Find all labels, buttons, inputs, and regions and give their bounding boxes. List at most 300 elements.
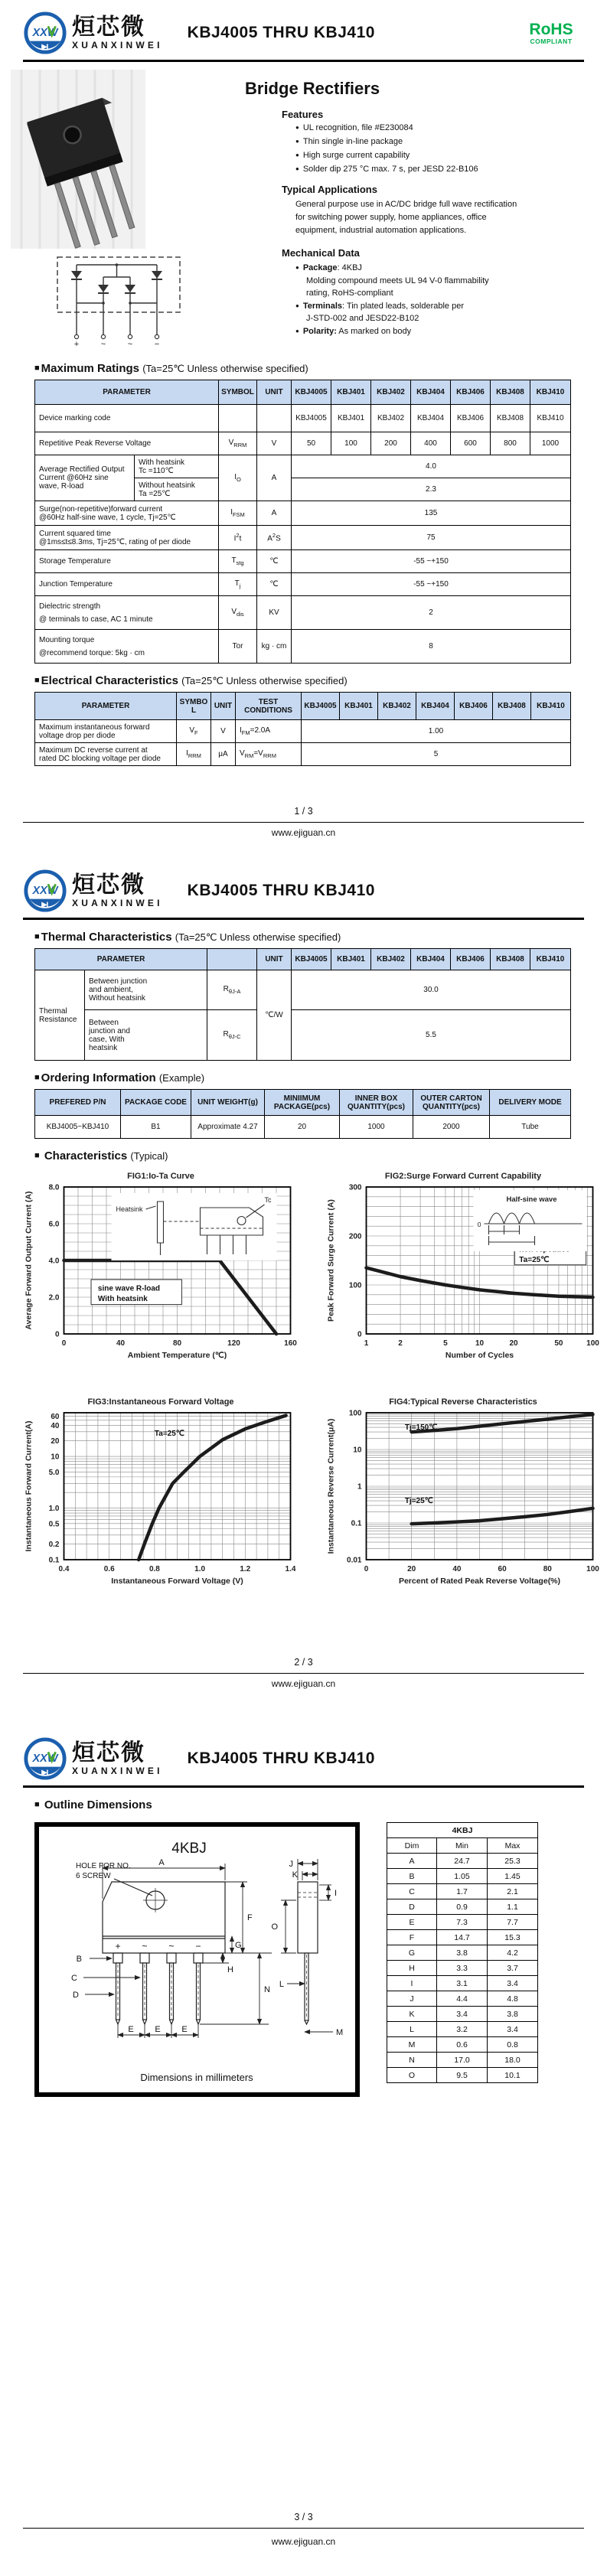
table-cell: KBJ4005 bbox=[302, 693, 340, 720]
dim-D: D bbox=[73, 1991, 79, 2000]
y-tick-label: 1 bbox=[357, 1482, 362, 1492]
x-tick-label: 20 bbox=[407, 1565, 416, 1573]
inset-tc-label: Tc bbox=[264, 1196, 272, 1204]
page-1 bbox=[0, 0, 607, 846]
table-cell: PACKAGE CODE bbox=[121, 1090, 191, 1116]
param-cell: Between junction and case, With heatsink bbox=[85, 1010, 207, 1061]
footer-website: www.ejiguan.cn bbox=[271, 2536, 336, 2547]
y-tick-label: 300 bbox=[348, 1183, 362, 1192]
document-title: KBJ4005 THRU KBJ410 bbox=[187, 882, 375, 899]
dim-C: C bbox=[71, 1974, 77, 1983]
dim-F: F bbox=[247, 1913, 253, 1922]
symbol-cell: $R_{\theta J-C}$ bbox=[207, 1010, 257, 1061]
bullet-icon: ● bbox=[295, 124, 299, 131]
logo-xxw-text: XXW bbox=[32, 26, 58, 39]
max-ratings-table bbox=[34, 380, 571, 664]
dim-table-title: 4KBJ bbox=[387, 1823, 538, 1838]
y-tick-label: 100 bbox=[348, 1409, 362, 1418]
footer-rule bbox=[23, 1673, 584, 1674]
table-cell: KBJ401 bbox=[331, 949, 371, 970]
logo-xxw-text: XXW bbox=[32, 884, 58, 897]
table-cell: KBJ402 bbox=[371, 949, 411, 970]
section-subtitle: (Typical) bbox=[130, 1150, 168, 1162]
table-cell: B bbox=[387, 1869, 437, 1884]
feature-item bbox=[295, 151, 589, 160]
x-tick-label: 0.8 bbox=[148, 1565, 160, 1573]
table-cell: 4.4 bbox=[437, 1991, 488, 2007]
fig3-chart bbox=[20, 1407, 302, 1599]
unit-cell: ℃ bbox=[257, 573, 292, 596]
x-tick-label: 60 bbox=[498, 1565, 507, 1573]
table-row bbox=[387, 2037, 538, 2053]
table-cell: 24.7 bbox=[437, 1854, 488, 1869]
y-tick-label: 6.0 bbox=[48, 1220, 60, 1229]
table-cell: 15.3 bbox=[488, 1930, 538, 1945]
subparam-cell: With heatsink Tc =110℃ bbox=[135, 455, 219, 478]
page-number: 2 / 3 bbox=[294, 1657, 313, 1668]
table-cell: 3.3 bbox=[437, 1961, 488, 1976]
y-tick-label: 2.0 bbox=[48, 1293, 60, 1303]
symbol-cell: $I_{RRM}$ bbox=[177, 743, 211, 766]
dimension-table bbox=[387, 1822, 538, 2083]
x-tick-label: 160 bbox=[284, 1339, 297, 1348]
y-axis-label: Instantaneous Forward Current(A) bbox=[24, 1420, 34, 1552]
table-row bbox=[35, 455, 571, 478]
page-header bbox=[23, 1697, 584, 1788]
col-max: Max bbox=[488, 1838, 538, 1854]
characteristics-heading bbox=[34, 1149, 607, 1162]
logo-xxw-text: XXW bbox=[32, 1752, 58, 1765]
value-cell: 75 bbox=[292, 526, 571, 550]
y-tick-label: 10 bbox=[353, 1446, 362, 1455]
table-cell: KBJ406 bbox=[451, 949, 491, 970]
fig4-chart bbox=[322, 1407, 604, 1599]
x-axis-label: Number of Cycles bbox=[445, 1351, 514, 1360]
x-tick-label: 10 bbox=[475, 1339, 485, 1348]
table-row bbox=[387, 1854, 538, 1869]
bullet-icon: ● bbox=[295, 302, 299, 309]
table-header-row bbox=[35, 1090, 571, 1116]
front-view bbox=[103, 1879, 225, 2024]
company-logo bbox=[23, 869, 163, 913]
document-title: KBJ4005 THRU KBJ410 bbox=[187, 1749, 375, 1767]
table-row bbox=[387, 1945, 538, 1961]
mech-item bbox=[295, 325, 589, 338]
table-cell: KBJ4005~KBJ410 bbox=[35, 1116, 121, 1139]
col-unit: UNIT bbox=[211, 693, 236, 720]
company-name-cn: 烜芯微 bbox=[72, 15, 145, 40]
y-tick-label: 4.0 bbox=[48, 1257, 60, 1266]
polarity-ac1: ~ bbox=[142, 1941, 148, 1952]
value-cell: 5.5 bbox=[292, 1010, 571, 1061]
fig1-title: FIG1:Io-Ta Curve bbox=[127, 1172, 194, 1181]
table-cell: KBJ4005 bbox=[292, 949, 331, 970]
table-cell: 1000 bbox=[530, 432, 571, 455]
dim-L: L bbox=[279, 1980, 284, 1989]
col-test-conditions: TEST CONDITIONS bbox=[236, 693, 302, 720]
unit-cell: ℃/W bbox=[257, 970, 292, 1061]
table-cell: INNER BOX QUANTITY(pcs) bbox=[340, 1090, 413, 1116]
table-cell: 1.05 bbox=[437, 1869, 488, 1884]
feature-item bbox=[295, 137, 589, 146]
symbol-cell: $I_O$ bbox=[219, 455, 257, 501]
footer-website: www.ejiguan.cn bbox=[271, 1678, 336, 1689]
table-cell: 3.4 bbox=[437, 2007, 488, 2022]
table-cell: 14.7 bbox=[437, 1930, 488, 1945]
empty-cell bbox=[257, 405, 292, 432]
inset-heatsink-label: Heatsink bbox=[116, 1205, 143, 1213]
electrical-table bbox=[34, 692, 571, 766]
side-view bbox=[298, 1882, 318, 2024]
table-cell: H bbox=[387, 1961, 437, 1976]
logo-mark-icon bbox=[23, 1736, 67, 1781]
table-cell: KBJ410 bbox=[530, 380, 571, 405]
y-tick-label: 20 bbox=[51, 1437, 60, 1446]
outline-drawing bbox=[39, 1827, 355, 2092]
table-cell: KBJ406 bbox=[451, 380, 491, 405]
x-tick-label: 1 bbox=[364, 1339, 369, 1348]
dim-E: E bbox=[181, 2025, 188, 2034]
x-tick-label: 1.2 bbox=[240, 1565, 251, 1573]
table-cell: 50 bbox=[292, 432, 331, 455]
table-cell: MINIIMUM PACKAGE(pcs) bbox=[265, 1090, 340, 1116]
table-cell: I bbox=[387, 1976, 437, 1991]
ordering-heading bbox=[34, 1071, 607, 1084]
rohs-compliant-label: COMPLIANT bbox=[530, 37, 573, 45]
company-name-cn: 烜芯微 bbox=[72, 1740, 145, 1766]
y-tick-label: 0 bbox=[54, 1330, 60, 1339]
table-cell: DELIVERY MODE bbox=[490, 1090, 571, 1116]
mech-term: Polarity: bbox=[302, 326, 337, 336]
col-parameter: PARAMETER bbox=[35, 380, 219, 405]
table-cell: 7.7 bbox=[488, 1915, 538, 1930]
table-cell: KBJ404 bbox=[411, 405, 451, 432]
footer-rule bbox=[23, 822, 584, 823]
x-tick-label: 120 bbox=[227, 1339, 240, 1348]
table-row bbox=[35, 1010, 571, 1061]
table-cell: 4.8 bbox=[488, 1991, 538, 2007]
dim-B: B bbox=[76, 1955, 82, 1964]
fig4-figure bbox=[322, 1397, 604, 1603]
table-cell: 3.1 bbox=[437, 1976, 488, 1991]
thermal-table bbox=[34, 948, 571, 1061]
mech-item bbox=[295, 300, 589, 313]
x-tick-label: 5 bbox=[443, 1339, 448, 1348]
symbol-cell: $V_{RRM}$ bbox=[219, 432, 257, 455]
table-cell: KBJ408 bbox=[493, 693, 531, 720]
feature-text: Solder dip 275 °C max. 7 s, per JESD 22-B106 bbox=[302, 165, 478, 174]
product-photo bbox=[9, 68, 147, 250]
y-tick-label: 60 bbox=[51, 1413, 60, 1422]
table-row bbox=[387, 2007, 538, 2022]
table-cell: 17.0 bbox=[437, 2053, 488, 2068]
table-cell: KBJ408 bbox=[491, 380, 530, 405]
table-cell: KBJ401 bbox=[331, 405, 371, 432]
fig1-chart bbox=[20, 1181, 302, 1374]
product-title: Bridge Rectifiers bbox=[245, 79, 380, 98]
table-cell: KBJ402 bbox=[371, 405, 411, 432]
table-row bbox=[387, 1976, 538, 1991]
polarity-plus: + bbox=[115, 1941, 121, 1952]
polarity-marks bbox=[115, 1941, 201, 1952]
table-cell: PREFERED P/N bbox=[35, 1090, 121, 1116]
applications-line: equipment, industrial automation applications. bbox=[295, 226, 467, 236]
x-tick-label: 80 bbox=[543, 1565, 552, 1573]
param-group-cell: Thermal Resistance bbox=[35, 970, 85, 1061]
value-cell: 8 bbox=[292, 630, 571, 664]
table-cell: 800 bbox=[491, 432, 530, 455]
table-cell: 2.1 bbox=[488, 1884, 538, 1899]
table-row bbox=[35, 1116, 571, 1139]
value-cell: 5 bbox=[302, 743, 571, 766]
mech-text: rating, RoHS-compliant bbox=[306, 289, 393, 298]
dim-O: O bbox=[271, 1922, 278, 1932]
mech-text: Molding compound meets UL 94 V-0 flammability bbox=[306, 276, 489, 285]
dim-G: G bbox=[235, 1941, 242, 1950]
subparam-cell: Without heatsink Ta =25℃ bbox=[135, 478, 219, 501]
param-cell: Average Rectified Output Current @60Hz sine wave, R-load bbox=[35, 455, 135, 501]
table-cell: KBJ406 bbox=[451, 405, 491, 432]
dim-J: J bbox=[289, 1860, 293, 1869]
section-title: Electrical Characteristics bbox=[41, 674, 182, 687]
feature-item bbox=[295, 165, 589, 174]
table-cell: KBJ4005 bbox=[292, 380, 331, 405]
value-cell: 30.0 bbox=[292, 970, 571, 1010]
feature-text: UL recognition, file #E230084 bbox=[302, 123, 413, 132]
section-title: Outline Dimensions bbox=[44, 1798, 152, 1811]
table-cell: 18.0 bbox=[488, 2053, 538, 2068]
drawing-caption: Dimensions in millimeters bbox=[140, 2072, 253, 2083]
fig3-title: FIG3:Instantaneous Forward Voltage bbox=[87, 1397, 234, 1407]
bullet-icon: ● bbox=[295, 165, 299, 172]
param-cell: Current squared time @1ms≤t≤8.3ms, Tj=25℃, rating of per diode bbox=[35, 526, 219, 550]
table-cell: 7.3 bbox=[437, 1915, 488, 1930]
page-3 bbox=[0, 1697, 607, 2576]
col-symbol: SYMBOL bbox=[219, 380, 257, 405]
param-cell: Dielectric strength @ terminals to case, AC 1 minute bbox=[35, 596, 219, 630]
table-cell: 0.9 bbox=[437, 1899, 488, 1915]
section-title: Ordering Information bbox=[41, 1071, 159, 1084]
x-tick-label: 80 bbox=[172, 1339, 182, 1348]
table-header-row bbox=[35, 380, 571, 405]
table-cell: M bbox=[387, 2037, 437, 2053]
page-2 bbox=[0, 846, 607, 1697]
table-cell: KBJ402 bbox=[378, 693, 416, 720]
section-bullet: ■ bbox=[34, 364, 40, 373]
section-bullet: ■ bbox=[34, 1151, 40, 1160]
x-axis-label: Instantaneous Forward Voltage (V) bbox=[111, 1577, 243, 1586]
section-bullet: ■ bbox=[34, 932, 40, 941]
inset-zero-label: 0 bbox=[477, 1221, 481, 1228]
cond-cell: $V_{RM}=V_{RRM}$ bbox=[236, 743, 302, 766]
section-subtitle: (Example) bbox=[158, 1072, 205, 1084]
bullet-icon: ● bbox=[295, 138, 299, 145]
table-cell: 100 bbox=[331, 432, 371, 455]
value-cell: -55 ~+150 bbox=[292, 573, 571, 596]
rohs-badge bbox=[518, 21, 584, 45]
table-cell: 0.6 bbox=[437, 2037, 488, 2053]
footer-website: www.ejiguan.cn bbox=[271, 827, 336, 838]
table-row bbox=[35, 573, 571, 596]
x-axis-label: Ambient Temperature (℃) bbox=[127, 1351, 227, 1360]
value-cell: 2.3 bbox=[292, 478, 571, 501]
x-tick-label: 40 bbox=[116, 1339, 126, 1348]
company-name-cn: 烜芯微 bbox=[72, 872, 145, 898]
feature-item bbox=[295, 123, 589, 132]
outline-heading bbox=[34, 1798, 607, 1811]
table-cell: 25.3 bbox=[488, 1854, 538, 1869]
table-cell: Approximate 4.27 bbox=[191, 1116, 265, 1139]
unit-cell: A bbox=[257, 455, 292, 501]
table-cell: KBJ404 bbox=[411, 380, 451, 405]
terminal-minus-label: − bbox=[154, 340, 160, 347]
table-cell: KBJ401 bbox=[331, 380, 371, 405]
table-cell: A bbox=[387, 1854, 437, 1869]
series-label: Tj=150℃ bbox=[404, 1423, 438, 1433]
terminal-ac1-label: ~ bbox=[100, 340, 106, 347]
table-row bbox=[387, 1991, 538, 2007]
y-tick-label: 8.0 bbox=[48, 1183, 60, 1192]
dim-M: M bbox=[336, 2028, 344, 2037]
param-cell: Between junction and ambient, Without heatsink bbox=[85, 970, 207, 1010]
col-symbol bbox=[207, 949, 257, 970]
table-cell: 0.8 bbox=[488, 2037, 538, 2053]
x-tick-label: 0 bbox=[364, 1565, 369, 1573]
mech-term: Package bbox=[302, 263, 338, 273]
fig3-figure bbox=[20, 1397, 302, 1603]
y-tick-label: 200 bbox=[348, 1232, 362, 1241]
company-logo bbox=[23, 11, 163, 55]
table-cell: L bbox=[387, 2022, 437, 2037]
thermal-heading bbox=[34, 931, 607, 944]
table-row bbox=[35, 596, 571, 630]
col-dim: Dim bbox=[387, 1838, 437, 1854]
table-cell: 3.8 bbox=[488, 2007, 538, 2022]
x-tick-label: 1.4 bbox=[285, 1565, 296, 1573]
dim-I: I bbox=[335, 1889, 338, 1898]
unit-cell: ℃ bbox=[257, 550, 292, 573]
dimension-lines bbox=[83, 1864, 272, 2038]
section-bullet: ■ bbox=[34, 676, 40, 685]
section-bullet: ■ bbox=[34, 1073, 40, 1082]
col-unit: UNIT bbox=[257, 949, 292, 970]
bullet-icon: ● bbox=[295, 152, 299, 158]
table-row bbox=[387, 1869, 538, 1884]
fig2-chart bbox=[322, 1181, 604, 1374]
hole-note-line2: 6 SCREW bbox=[76, 1872, 111, 1880]
series-label: Tj=25℃ bbox=[404, 1497, 433, 1506]
y-tick-label: 0.1 bbox=[48, 1556, 60, 1565]
table-cell: KBJ408 bbox=[491, 405, 530, 432]
table-row bbox=[387, 2053, 538, 2068]
section-title: Maximum Ratings bbox=[41, 362, 143, 375]
table-cell: 400 bbox=[411, 432, 451, 455]
table-cell: KBJ406 bbox=[455, 693, 493, 720]
col-parameter: PARAMETER bbox=[35, 693, 177, 720]
logo-mark-icon bbox=[23, 869, 67, 913]
outline-drawing-box bbox=[34, 1822, 360, 2097]
hole-note-line1: HOLE FOR NO. bbox=[76, 1862, 131, 1870]
polarity-ac2: ~ bbox=[168, 1941, 175, 1952]
table-cell: KBJ410 bbox=[530, 405, 571, 432]
mech-text: : Tin plated leads, solderable per bbox=[342, 301, 464, 311]
unit-cell: A bbox=[257, 501, 292, 526]
y-tick-label: 0 bbox=[357, 1330, 362, 1339]
table-cell: UNIT WEIGHT(g) bbox=[191, 1090, 265, 1116]
y-tick-label: 100 bbox=[348, 1281, 362, 1290]
table-row bbox=[387, 2022, 538, 2037]
dimension-letters-side bbox=[271, 1860, 343, 2037]
chart-annotation: Ta=25℃ bbox=[519, 1255, 550, 1264]
table-cell: 2000 bbox=[413, 1116, 490, 1139]
dim-K: K bbox=[292, 1870, 298, 1880]
symbol-cell: $I^2t$ bbox=[219, 526, 257, 550]
mech-item bbox=[306, 275, 589, 288]
applications-line: General purpose use in AC/DC bridge full wave rectification bbox=[295, 200, 517, 209]
dim-A: A bbox=[158, 1858, 165, 1867]
dim-N: N bbox=[264, 1985, 270, 1994]
table-header-row bbox=[35, 693, 571, 720]
mech-item bbox=[306, 312, 589, 325]
symbol-cell: $T_j$ bbox=[219, 573, 257, 596]
section-bullet: ■ bbox=[34, 1800, 40, 1809]
features-list bbox=[245, 123, 589, 174]
table-header-row bbox=[387, 1838, 538, 1854]
col-unit: UNIT bbox=[257, 380, 292, 405]
x-tick-label: 40 bbox=[452, 1565, 462, 1573]
mech-text: J-STD-002 and JESD22-B102 bbox=[306, 314, 419, 324]
y-axis-label: Instantaneous Reverse Current(μA) bbox=[326, 1418, 336, 1554]
page-header bbox=[23, 846, 584, 920]
table-cell: 1000 bbox=[340, 1116, 413, 1139]
fig2-title: FIG2:Surge Forward Current Capability bbox=[384, 1172, 542, 1181]
table-row bbox=[387, 1915, 538, 1930]
mech-term: Terminals bbox=[302, 301, 342, 311]
unit-cell: V bbox=[257, 432, 292, 455]
table-row bbox=[35, 720, 571, 743]
x-tick-label: 0.4 bbox=[58, 1565, 70, 1573]
feature-text: High surge current capability bbox=[302, 151, 410, 160]
x-tick-label: 2 bbox=[398, 1339, 403, 1348]
value-cell: 135 bbox=[292, 501, 571, 526]
dimension-table-wrap bbox=[387, 1822, 538, 2097]
company-name-en: XUANXINWEI bbox=[72, 1766, 163, 1776]
table-cell: B1 bbox=[121, 1116, 191, 1139]
fig1-inset bbox=[112, 1193, 277, 1260]
table-cell: 20 bbox=[265, 1116, 340, 1139]
table-cell: 3.8 bbox=[437, 1945, 488, 1961]
x-tick-label: 50 bbox=[554, 1339, 563, 1348]
x-axis-label: Percent of Rated Peak Reverse Voltage(%) bbox=[398, 1577, 561, 1586]
param-cell: Maximum DC reverse current at rated DC blocking voltage per diode bbox=[35, 743, 177, 766]
param-cell: Repetitive Peak Reverse Voltage bbox=[35, 432, 219, 455]
fig4-title: FIG4:Typical Reverse Characteristics bbox=[389, 1397, 537, 1407]
electrical-heading bbox=[34, 674, 607, 687]
table-cell: KBJ404 bbox=[416, 693, 455, 720]
dim-H: H bbox=[227, 1965, 233, 1974]
y-tick-label: 5.0 bbox=[48, 1468, 60, 1477]
fig1-figure bbox=[20, 1172, 302, 1378]
unit-cell: KV bbox=[257, 596, 292, 630]
table-row bbox=[387, 1884, 538, 1899]
col-parameter: PARAMETER bbox=[35, 949, 207, 970]
table-cell: KBJ408 bbox=[491, 949, 530, 970]
x-tick-label: 100 bbox=[586, 1339, 599, 1348]
x-tick-label: 100 bbox=[586, 1565, 599, 1573]
unit-cell: V bbox=[211, 720, 236, 743]
y-tick-label: 0.1 bbox=[351, 1519, 362, 1528]
table-cell: 3.7 bbox=[488, 1961, 538, 1976]
